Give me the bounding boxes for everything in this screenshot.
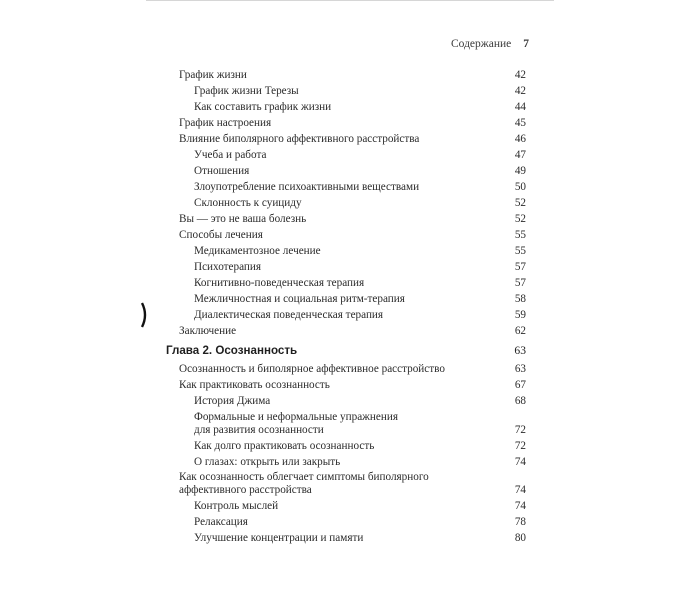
- toc-entry: [166, 99, 526, 115]
- toc-entry: [166, 361, 526, 377]
- toc-entry-title: Улучшение концентрации и памяти: [194, 532, 364, 544]
- toc-entry-title: График жизни: [179, 69, 247, 81]
- toc-entry-title: Психотерапия: [194, 261, 262, 273]
- toc-entry-title: Межличностная и социальная ритм-терапия: [194, 293, 405, 305]
- toc-entry-page: 47: [514, 149, 526, 161]
- toc-entry-title: Вы — это не ваша болезнь: [179, 213, 307, 225]
- toc-entry: [166, 195, 526, 211]
- toc-entry-title: О глазах: открыть или закрыть: [194, 455, 341, 468]
- toc-entry-title: Влияние биполярного аффективного расстройства: [179, 133, 420, 145]
- toc-entry-title: Как долго практиковать осознанность: [194, 439, 375, 452]
- running-head: [451, 38, 529, 50]
- toc-entry-page: 52: [514, 197, 526, 209]
- toc-entry: [166, 179, 526, 195]
- toc-entry-page: 72: [514, 439, 526, 452]
- toc-entry-page: 62: [514, 325, 526, 337]
- toc-entry: [166, 243, 526, 259]
- toc-entry: [166, 454, 526, 470]
- toc-entry: [166, 471, 526, 498]
- toc-entry: [166, 307, 526, 323]
- toc-entry-title: Как осознанность облегчает симптомы биполярного аффективного расстройства: [179, 471, 429, 496]
- toc-entry-title: Отношения: [194, 165, 250, 177]
- toc-entry: [166, 438, 526, 454]
- toc-entry-page: 49: [514, 165, 526, 177]
- toc-entry: [166, 131, 526, 147]
- toc-entry: [166, 163, 526, 179]
- toc-entry-title: Когнитивно-поведенческая терапия: [194, 277, 365, 289]
- toc-entry-page: 57: [514, 277, 526, 289]
- toc-entry-page: 45: [514, 117, 526, 129]
- toc-entry-page: 42: [514, 69, 526, 81]
- toc-entry-page: 52: [514, 213, 526, 225]
- toc-entry-page: 68: [514, 395, 526, 407]
- toc-entry-title: Как составить график жизни: [194, 101, 332, 113]
- toc-entry: [166, 411, 526, 438]
- toc-entry-page: 50: [514, 181, 526, 193]
- toc-entry: [166, 259, 526, 275]
- toc-entry-title: Медикаментозное лечение: [194, 245, 321, 257]
- page-edge-mark: [141, 302, 149, 328]
- toc-entry-title: Злоупотребление психоактивными веществами: [194, 181, 420, 193]
- toc-entry: [166, 67, 526, 83]
- toc-entry-title: Релаксация: [194, 516, 248, 528]
- toc-entry-page: 59: [514, 309, 526, 321]
- toc-entry-page: 63: [514, 363, 526, 375]
- toc-entry-title: Глава 2. Осознанность: [166, 344, 298, 357]
- table-of-contents: [166, 67, 526, 546]
- toc-entry-page: 44: [514, 101, 526, 113]
- running-head-title: Содержание: [450, 38, 512, 50]
- toc-entry: [166, 83, 526, 99]
- running-head-page-number: 7: [523, 38, 529, 50]
- toc-entry-title: Заключение: [179, 325, 237, 337]
- toc-entry: [166, 147, 526, 163]
- toc-entry-page: 55: [514, 245, 526, 257]
- toc-entry-title: Как практиковать осознанность: [179, 379, 330, 391]
- toc-entry: [166, 115, 526, 131]
- toc-entry-title: Формальные и неформальные упражнения для развития осознанности: [194, 410, 398, 436]
- toc-entry: [166, 323, 526, 339]
- toc-entry-title: Способы лечения: [179, 229, 263, 241]
- toc-entry-page: 55: [514, 229, 526, 241]
- toc-entry-page: 67: [514, 379, 526, 391]
- page-top-rule: [146, 0, 554, 1]
- toc-entry: [166, 498, 526, 514]
- toc-entry-page: 74: [514, 500, 526, 512]
- toc-entry-page: 74: [514, 455, 526, 468]
- toc-entry: [166, 393, 526, 409]
- toc-entry-page: 78: [514, 516, 526, 528]
- toc-entry-page: 57: [514, 261, 526, 273]
- toc-entry-page: 72: [514, 423, 526, 436]
- toc-entry-page: 74: [514, 484, 526, 496]
- toc-entry: [166, 530, 526, 546]
- toc-entry-title: График настроения: [179, 117, 272, 129]
- toc-entry: [166, 291, 526, 307]
- toc-entry-title: Осознанность и биполярное аффективное расстройство: [179, 363, 445, 375]
- toc-entry-title: Склонность к суициду: [194, 197, 302, 209]
- toc-entry-title: Учеба и работа: [194, 149, 267, 161]
- toc-entry-page: 80: [514, 532, 526, 544]
- toc-entry-title: Контроль мыслей: [194, 500, 279, 512]
- toc-entry-page: 58: [514, 293, 526, 305]
- toc-entry-title: График жизни Терезы: [194, 85, 299, 97]
- toc-entry-page: 46: [514, 133, 526, 145]
- toc-entry: [166, 227, 526, 243]
- toc-entry: [166, 211, 526, 227]
- toc-entry: [166, 514, 526, 530]
- toc-entry-page: 42: [514, 85, 526, 97]
- toc-entry-title: История Джима: [194, 395, 271, 407]
- toc-chapter-heading: [166, 343, 526, 359]
- toc-entry-page: 63: [514, 344, 526, 357]
- toc-entry: [166, 377, 526, 393]
- toc-entry: [166, 275, 526, 291]
- toc-entry-title: Диалектическая поведенческая терапия: [194, 309, 384, 321]
